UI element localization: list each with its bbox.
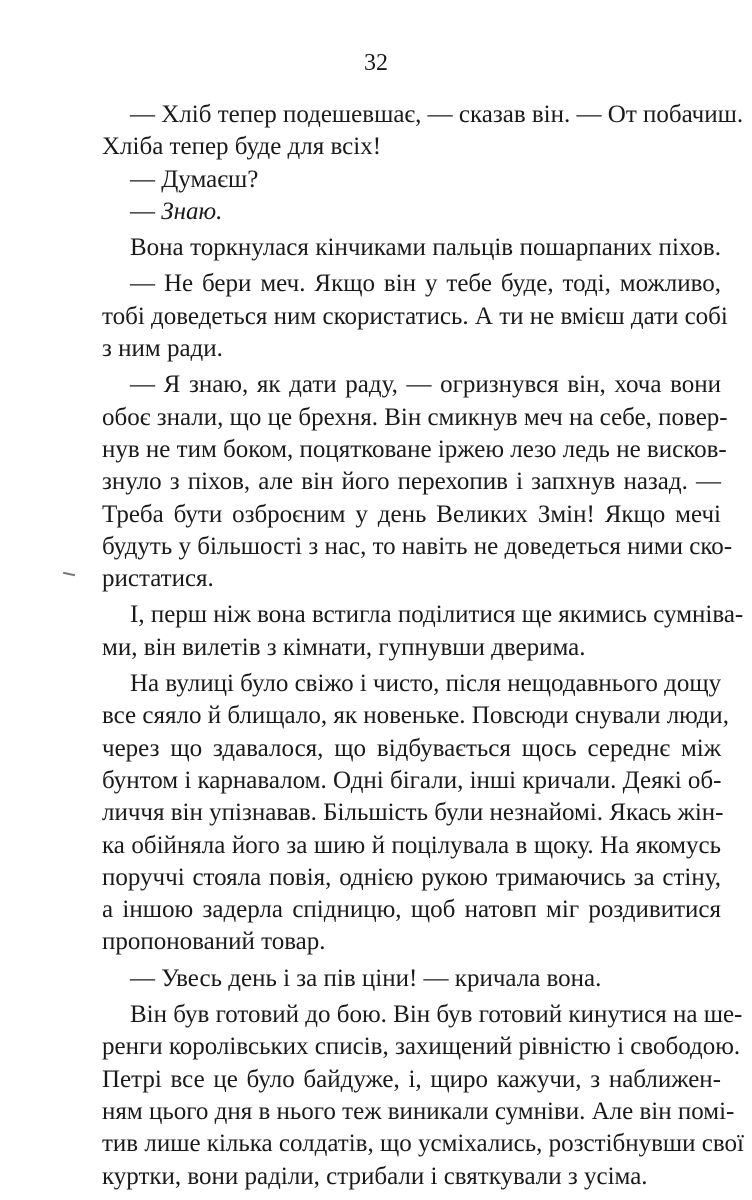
text-line: Петрі все це було байдуже, і, щиро кажучи, з наближен- (102, 1065, 721, 1093)
text-line: нув не тим боком, поцятковане іржею лезо ледь не висков- (102, 435, 727, 463)
text-line: Треба бути озброєним у день Великих Змін! Якщо мечі (102, 500, 721, 528)
text-line: ми, він вилетів з кімнати, гупнувши дверима. (102, 633, 586, 661)
text-line: Вона торкнулася кінчиками пальців пошарпаних піхов. (130, 234, 721, 262)
text-line: тив лише кілька солдатів, що усміхались, розстібнувши свої (102, 1130, 744, 1158)
body-text (102, 99, 744, 1193)
text-line: ка обійняла його за шию й поцілувала в щоку. На якомусь (102, 831, 721, 859)
text-line: І, перш ніж вона встигла поділитися ще якимись сумніва- (130, 601, 744, 629)
text-line: все сяяло й блищало, як новеньке. Повсюди снували люди, (102, 702, 729, 730)
text-line: через що здавалося, що відбувається щось середнє між (102, 734, 721, 762)
text-line: поруччі стояла повія, однією рукою тримаючись за стіну, (102, 863, 721, 891)
text-line: — Я знаю, як дати раду, — огризнувся він, хоча вони (130, 371, 721, 399)
text-line: Хліба тепер буде для всіх! (102, 133, 382, 161)
text-line: — Не бери меч. Якщо він у тебе буде, тоді, можливо, (130, 270, 721, 298)
text-line: знуло з піхов, але він його перехопив і запхнув назад. — (102, 468, 721, 496)
margin-mark (63, 572, 75, 576)
text-line: а іншою задерла спідницю, щоб натовп міг роздивитися (102, 896, 721, 924)
text-line: На вулиці було свіжо і чисто, після нещодавнього дощу (130, 670, 722, 698)
text-line: будуть у більшості з нас, то навіть не доведеться ними ско- (102, 532, 733, 560)
text-line: обоє знали, що це брехня. Він смикнув меч на себе, повер- (102, 403, 728, 431)
text-line: ням цього дня в нього теж виникали сумніви. Але він помі- (102, 1097, 735, 1125)
text-line: — Думаєш? (130, 165, 259, 193)
text-line: Він був готовий до бою. Він був готовий кинутися на ше- (130, 1001, 743, 1029)
text-line: личчя він упізнавав. Більшість були незнайомі. Якась жін- (102, 799, 724, 827)
text-line: — Увесь день і за пів ціни! — кричала вона. (130, 964, 602, 992)
text-line: — Хліб тепер подешевшає, — сказав він. — От побачиш. (130, 101, 744, 128)
page-number: 32 (364, 50, 388, 76)
dash-prefix: — (130, 197, 162, 225)
text-line: з ним ради. (102, 335, 223, 363)
text-line: куртки, вони раділи, стрибали і святкували з усіма. (102, 1162, 648, 1190)
italic-word: Знаю. (161, 197, 223, 225)
text-line: бунтом і карнавалом. Одні бігали, інші кричали. Деякі об- (102, 766, 722, 794)
text-line: тобі доведеться ним скористатись. А ти не вмієш дати собі (102, 302, 728, 330)
text-line: пропонований товар. (102, 928, 326, 956)
text-line (102, 196, 721, 228)
text-line: ристатися. (102, 565, 214, 593)
text-line: ренги королівських списів, захищений рівністю і свободою. (102, 1033, 741, 1061)
